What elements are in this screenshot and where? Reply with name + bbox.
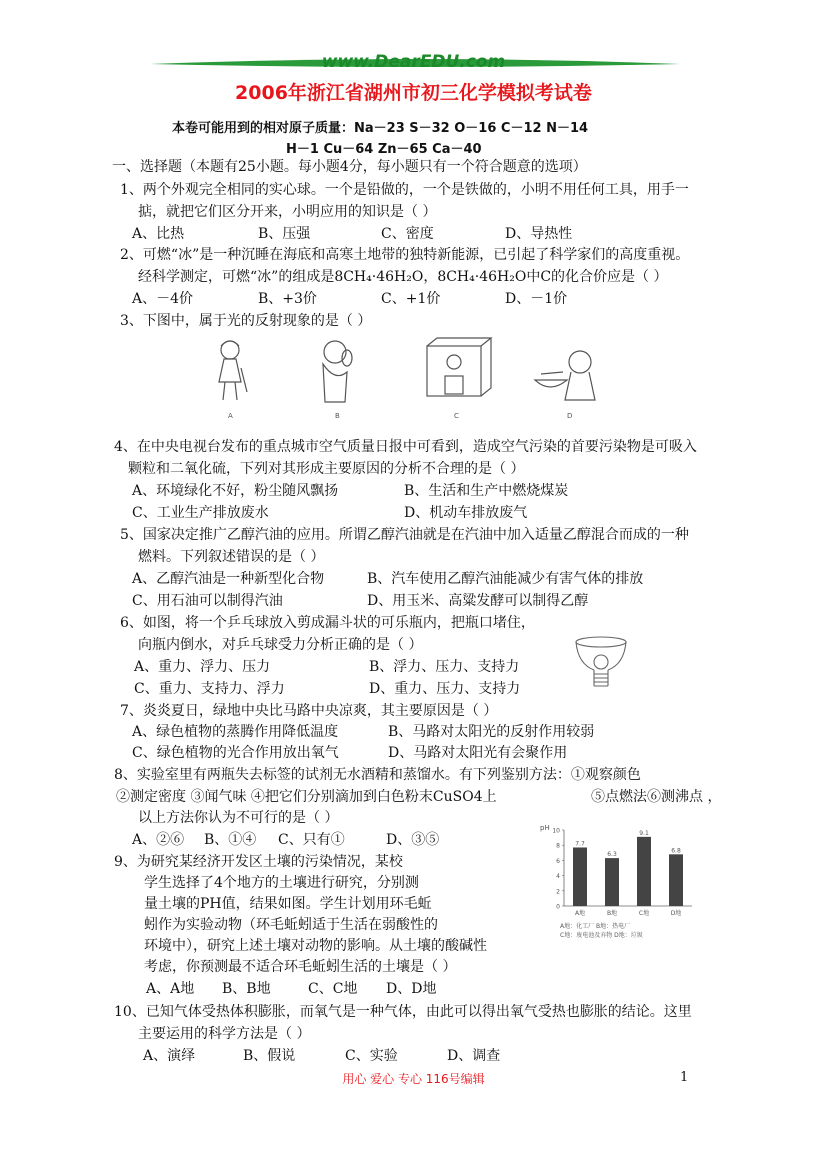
q2-option-b: B、+3价 <box>258 291 317 307</box>
section-heading: 一、选择题（本题有25小题。每小题4分，每小题只有一个符合题意的选项） <box>112 159 587 175</box>
q9-line-6: 考虑，你预测最不适合环毛蚯蚓生活的土壤是（ ） <box>144 959 457 975</box>
q4-line-1: 4、在中央电视台发布的重点城市空气质量日报中可看到，造成空气污染的首要污染物是可吸入 <box>114 439 697 455</box>
q1-option-b: B、压强 <box>258 226 311 242</box>
q3-line-1: 3、下图中，属于光的反射现象的是（ ） <box>120 313 372 329</box>
q6-option-d: D、重力、压力、支持力 <box>369 681 521 697</box>
chart-ytick-label: 10 <box>552 827 560 835</box>
q8-line-2a: ②测定密度 ③闻气味 ④把它们分别滴加到白色粉末CuSO4上 <box>116 789 497 805</box>
q8-option-c: C、只有① <box>278 832 345 848</box>
q8-line-2b: ⑤点燃法⑥测沸点 ， <box>591 789 722 805</box>
chart-value-label: 6.8 <box>671 847 681 855</box>
chart-ylabel: pH <box>540 824 550 832</box>
chart-ytick-label: 6 <box>556 857 560 865</box>
q3-picture-c <box>427 338 491 396</box>
q3-picture-b <box>323 341 352 402</box>
q8-option-b: B、①④ <box>204 832 257 848</box>
q8-option-a: A、②⑥ <box>132 832 185 848</box>
chart-bar <box>605 858 619 906</box>
q2-option-a: A、－4价 <box>132 291 194 307</box>
q4-line-2: 颗粒和二氧化硫，下列对其形成主要原因的分析不合理的是（ ） <box>128 461 525 477</box>
q8-line-3: 以上方法你认为不可行的是（ ） <box>138 810 339 826</box>
q3-label-c: C <box>454 412 459 420</box>
q10-line-1: 10、已知气体受热体积膨胀，而氧气是一种气体，由此可以得出氧气受热也膨胀的结论。这里 <box>114 1004 692 1020</box>
q4-option-c: C、工业生产排放废水 <box>132 505 269 521</box>
chart-ytick-label: 0 <box>556 903 560 911</box>
q9-line-5: 环境中），研究上述土壤对动物的影响。从土壤的酸碱性 <box>144 938 487 954</box>
q2-option-c: C、+1价 <box>381 291 441 307</box>
q1-option-d: D、导热性 <box>505 226 573 242</box>
q3-label-d: D <box>567 412 573 420</box>
q2-line-1: 2、可燃“冰”是一种沉睡在海底和高寒土地带的独特新能源，已引起了科学家们的高度重视。 <box>120 247 690 263</box>
q3-label-b: B <box>335 412 340 420</box>
q9-option-b: B、B地 <box>222 981 271 997</box>
chart-ytick-label: 2 <box>556 888 560 896</box>
chart-category-label: A地 <box>574 910 586 917</box>
q3-figure <box>195 332 615 424</box>
chart-bar <box>669 854 683 906</box>
q6-line-1: 6、如图，将一个乒乓球放入剪成漏斗状的可乐瓶内，把瓶口堵住， <box>120 615 535 631</box>
q7-line-1: 7、炎炎夏日，绿地中央比马路中央凉爽，其主要原因是（ ） <box>120 703 498 719</box>
q9-line-4: 蚓作为实验动物（环毛蚯蚓适于生活在弱酸性的 <box>144 917 438 933</box>
q5-option-b: B、汽车使用乙醇汽油能减少有害气体的排放 <box>367 571 644 587</box>
q9-line-2: 学生选择了4个地方的土壤进行研究，分别测 <box>144 875 419 891</box>
q6-option-b: B、浮力、压力、支持力 <box>369 659 520 675</box>
atomic-mass-line-2: H－1 Cu－64 Zn－65 Ca－40 <box>286 142 482 157</box>
q6-option-a: A、重力、浮力、压力 <box>134 659 271 675</box>
q9-option-a: A、A地 <box>146 981 195 997</box>
q8-line-1: 8、实验室里有两瓶失去标签的试剂无水酒精和蒸馏水。有下列鉴别方法：①观察颜色 <box>114 767 641 783</box>
q7-option-b: B、马路对太阳光的反射作用较弱 <box>388 724 595 740</box>
chart-legend-1: A地：化工厂 B地：热电厂 <box>560 923 631 930</box>
q6-bottle-figure <box>572 634 630 696</box>
q7-option-a: A、绿色植物的蒸腾作用降低温度 <box>132 724 339 740</box>
chart-value-label: 6.3 <box>607 851 617 859</box>
q10-option-a: A、演绎 <box>143 1048 196 1064</box>
q4-option-d: D、机动车排放废气 <box>404 505 528 521</box>
q9-line-3: 量土壤的PH值，结果如图。学生计划用环毛蚯 <box>144 896 432 912</box>
chart-ytick-label: 8 <box>556 842 560 850</box>
q10-option-b: B、假说 <box>243 1048 296 1064</box>
q7-option-d: D、马路对太阳光有会聚作用 <box>388 745 568 761</box>
q3-picture-a <box>219 341 247 400</box>
chart-bar <box>573 847 587 906</box>
q3-picture-d <box>535 351 595 400</box>
q3-label-a: A <box>228 412 233 420</box>
q1-line-1: 1、两个外观完全相同的实心球。一个是铅做的，一个是铁做的，小明不用任何工具，用手一 <box>120 182 689 198</box>
q10-option-d: D、调查 <box>447 1048 501 1064</box>
q8-option-d: D、③⑤ <box>386 832 440 848</box>
q5-option-c: C、用石油可以制得汽油 <box>132 593 283 609</box>
q1-option-a: A、比热 <box>132 226 185 242</box>
q10-option-c: C、实验 <box>345 1048 398 1064</box>
atomic-mass-line-1: 本卷可能用到的相对原子质量：Na－23 S－32 O－16 C－12 N－14 <box>172 121 589 136</box>
chart-ytick-label: 4 <box>556 873 560 881</box>
ph-bar-chart <box>536 818 696 948</box>
exam-title: 2006年浙江省湖州市初三化学模拟考试卷 <box>235 82 592 104</box>
footer-text: 用心 爱心 专心 116号编辑 <box>342 1072 485 1086</box>
q4-option-a: A、环境绿化不好，粉尘随风飘扬 <box>132 483 339 499</box>
q5-line-2: 燃料。下列叙述错误的是（ ） <box>138 549 325 565</box>
page-number: 1 <box>680 1070 689 1085</box>
chart-category-label: B地 <box>606 910 618 917</box>
q5-line-1: 5、国家决定推广乙醇汽油的应用。所谓乙醇汽油就是在汽油中加入适量乙醇混合而成的一种 <box>120 527 689 543</box>
chart-bar <box>637 837 651 906</box>
q2-line-2: 经科学测定，可燃“冰”的组成是8CH₄·46H₂O，8CH₄·46H₂O中C的化合价应是（ ） <box>138 269 668 285</box>
site-url: www.DearEDU.com <box>321 52 506 72</box>
q7-option-c: C、绿色植物的光合作用放出氧气 <box>132 745 339 761</box>
q4-option-b: B、生活和生产中燃烧煤炭 <box>404 483 569 499</box>
q5-option-d: D、用玉米、高粱发酵可以制得乙醇 <box>367 593 589 609</box>
q1-option-c: C、密度 <box>381 226 434 242</box>
chart-category-label: C地 <box>638 910 650 917</box>
q6-line-2: 向瓶内倒水，对乒乓球受力分析正确的是（ ） <box>138 637 423 653</box>
chart-value-label: 9.1 <box>639 829 649 837</box>
q10-line-2: 主要运用的科学方法是（ ） <box>138 1026 311 1042</box>
q2-option-d: D、－1价 <box>505 291 568 307</box>
q1-line-2: 掂，就把它们区分开来，小明应用的知识是（ ） <box>138 204 437 220</box>
q5-option-a: A、乙醇汽油是一种新型化合物 <box>132 571 325 587</box>
q9-option-d: D、D地 <box>386 981 437 997</box>
chart-value-label: 7.7 <box>575 840 585 848</box>
q6-option-c: C、重力、支持力、浮力 <box>134 681 285 697</box>
q9-line-1: 9、为研究某经济开发区土壤的污染情况，某校 <box>114 854 403 870</box>
chart-category-label: D地 <box>670 910 682 917</box>
q9-option-c: C、C地 <box>308 981 358 997</box>
chart-legend-2: C地：废电池及弃物 D地：垃圾 <box>560 932 643 939</box>
